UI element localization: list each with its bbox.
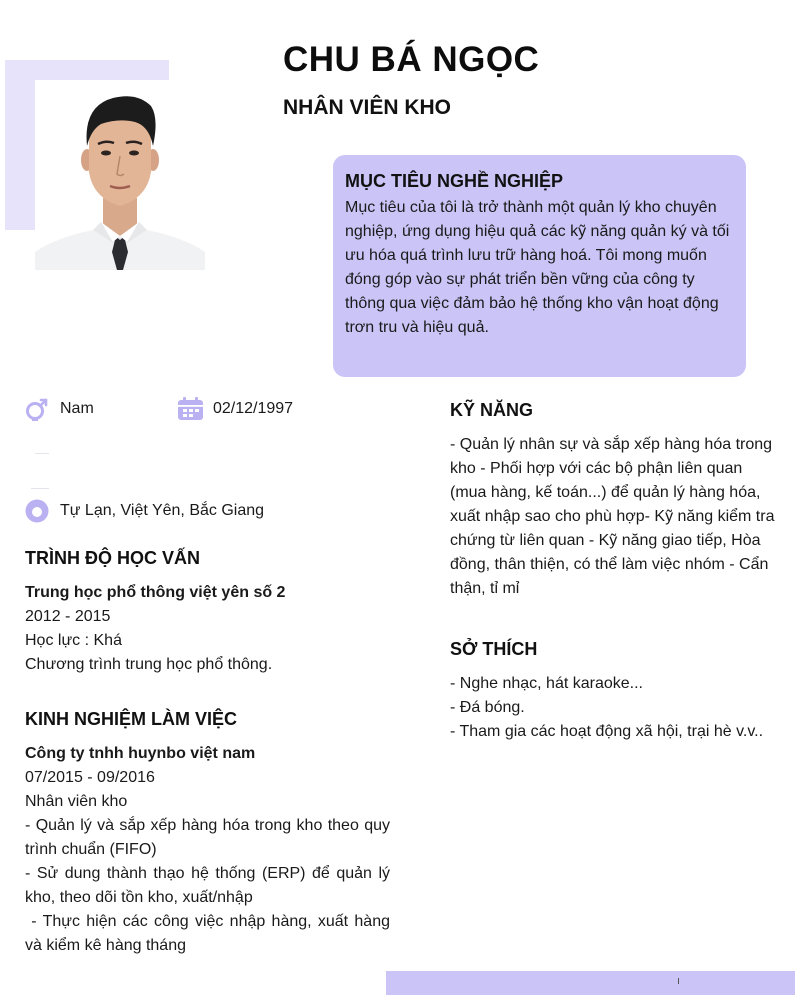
profile-photo <box>35 80 205 270</box>
education-period: 2012 - 2015 <box>25 608 111 625</box>
bottom-accent-bar <box>386 971 795 995</box>
location-pin-icon <box>25 499 49 523</box>
skills-text: - Quản lý nhân sự và sắp xếp hàng hóa trong kho - Phối hợp với các bộ phận liên quan (mua hàng, kế toán...) để quản lý hàng hóa, xuất nhập sao cho phù hợp- Kỹ năng kiểm tra chứng từ liên quan - Kỹ năng giao tiếp, Hòa đồng, thân thiện, có thể làm việc nhóm - Cẩn thận, tỉ mỉ <box>450 436 775 597</box>
experience-period: 07/2015 - 09/2016 <box>25 769 155 786</box>
experience-duty: - Thực hiện các công việc nhập hàng, xuất hàng và kiểm kê hàng tháng <box>25 913 395 954</box>
faint-divider <box>31 488 49 489</box>
hobby-item: - Tham gia các hoạt động xã hội, trại hè v.v.. <box>450 723 764 740</box>
experience-section <box>25 709 395 958</box>
birthdate-value: 02/12/1997 <box>213 400 294 417</box>
education-heading: TRÌNH ĐỘ HỌC VẤN <box>25 548 200 568</box>
birthdate-row <box>177 397 293 421</box>
experience-heading: KINH NGHIỆM LÀM VIỆC <box>25 709 238 729</box>
hobby-item: - Nghe nhạc, hát karaoke... <box>450 675 643 692</box>
faint-divider <box>35 453 49 454</box>
hobbies-section <box>450 639 790 744</box>
job-title: NHÂN VIÊN KHO <box>283 96 452 119</box>
gender-icon <box>25 397 49 421</box>
career-objective-box <box>333 155 746 377</box>
education-section <box>25 548 395 677</box>
hobbies-heading: SỞ THÍCH <box>450 639 538 659</box>
education-school: Trung học phổ thông việt yên số 2 <box>25 584 286 601</box>
skills-heading: KỸ NĂNG <box>450 400 534 420</box>
gender-row <box>25 397 94 421</box>
hobby-item: - Đá bóng. <box>450 699 525 716</box>
skills-section <box>450 400 780 601</box>
experience-role: Nhân viên kho <box>25 793 128 810</box>
experience-duty: - Sử dung thành thạo hệ thống (ERP) để quản lý kho, theo dõi tồn kho, xuất/nhập <box>25 865 390 906</box>
experience-duty: - Quản lý và sắp xếp hàng hóa trong kho theo quy trình chuẩn (FIFO) <box>25 817 390 858</box>
education-grade: Học lực : Khá <box>25 632 122 649</box>
calendar-icon <box>177 397 204 421</box>
objective-heading: MỤC TIÊU NGHỀ NGHIỆP <box>345 171 564 191</box>
address-value: Tự Lạn, Việt Yên, Bắc Giang <box>60 502 265 519</box>
gender-value: Nam <box>60 400 94 417</box>
bottom-tick-mark <box>678 978 679 984</box>
objective-text: Mục tiêu của tôi là trở thành một quản lý kho chuyên nghiệp, ứng dụng hiệu quả các kỹ năng quản ký và tối ưu hóa quá trình lưu trữ hàng hoá. Tôi mong muốn đóng góp vào sự phát triển bền vững của công ty thông qua việc đảm bảo hệ thống kho vận hoạt động trơn tru và hiệu quả. <box>345 199 730 336</box>
address-row <box>25 499 264 523</box>
experience-company: Công ty tnhh huynbo việt nam <box>25 745 256 762</box>
candidate-name: CHU BÁ NGỌC <box>283 40 540 79</box>
education-program: Chương trình trung học phổ thông. <box>25 656 273 673</box>
